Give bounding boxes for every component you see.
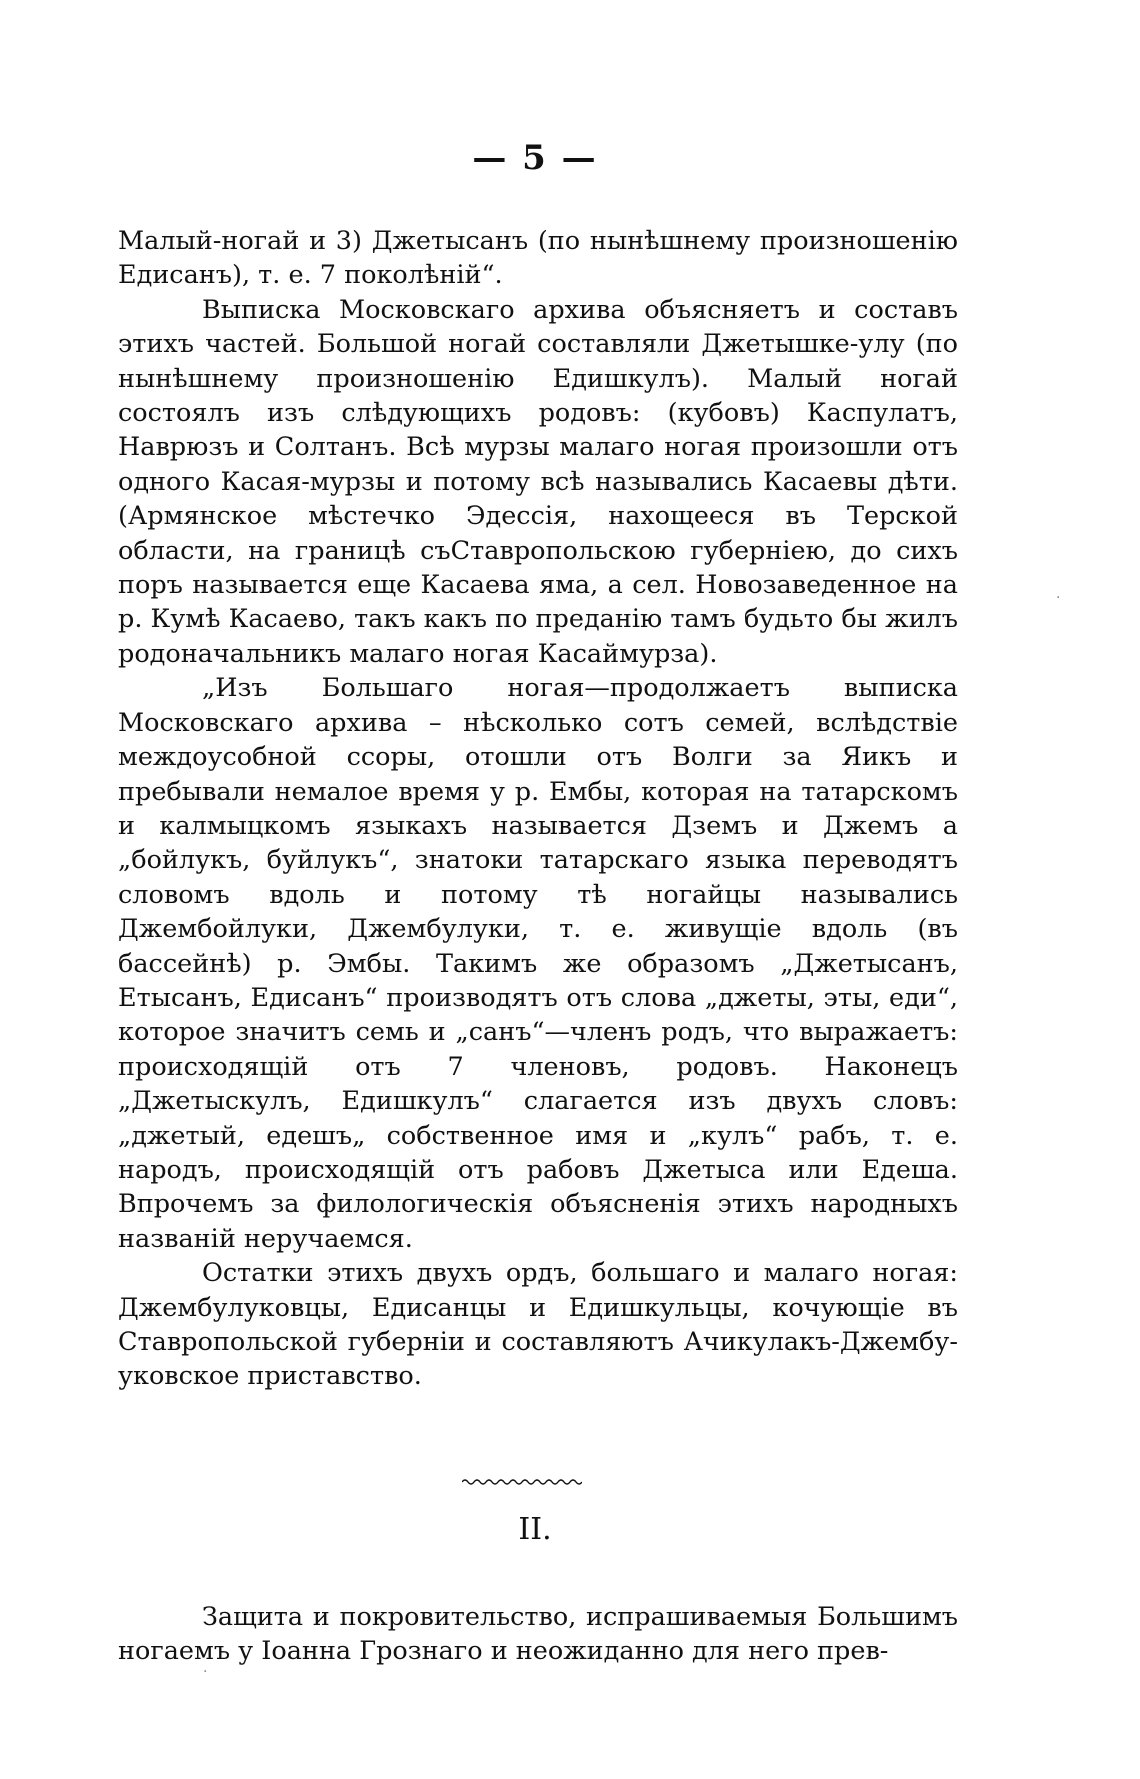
paragraph: Защита и покровительство, испрашиваемыя Большимъ ногаемъ у Іоанна Грознаго и неожиданно для него прев- — [118, 1602, 958, 1667]
margin-speck: · — [203, 1664, 208, 1680]
paragraph: „Изъ Большаго ногая—продолжаетъ выписка Московскаго архива – нѣсколько сотъ семей, вслѣдствіе междоусобной ссоры, отошли отъ Волги за Яикъ и пребывали немалое время у р. Ембы, которая на татарскомъ и калмыцкомъ языкахъ называется Дземъ и Джемъ а „бойлукъ, буйлукъ“, знатоки татарскаго языка переводятъ словомъ вдоль и потому тѣ ногайцы назывались Джембойлуки, Джембулуки, т. е. живущіе вдоль (въ бассейнѣ) р. Эмбы. Такимъ же образомъ „Джетысанъ, Етысанъ, Едисанъ“ производятъ отъ слова „джеты, эты, еди“, которое значитъ семь и „санъ“—членъ родъ, что выражаетъ: происходящій отъ 7 членовъ, родовъ. Наконецъ „Джетыскулъ, Едишкулъ“ слагается изъ двухъ словъ: „джетый, едешъ„ собственное имя и „кулъ“ рабъ, т. е. народъ, происходящій отъ рабовъ Джетыса или Едеша. Впрочемъ за филологическія объясненія этихъ народныхъ названій неручаемся. — [118, 673, 958, 1254]
wavy-divider — [462, 1478, 582, 1486]
body-text — [118, 224, 958, 1394]
section-body-text — [118, 1600, 958, 1669]
page-number: — 5 — — [472, 138, 598, 178]
margin-speck: · — [1056, 590, 1061, 606]
section-heading: II. — [518, 1512, 552, 1547]
paragraph: Остатки этихъ двухъ ордъ, большаго и малаго ногая: Джембулуковцы, Едисанцы и Едишкульцы, кочующіе въ Ставропольской губерніи и составляютъ Ачикулакъ-Джембу-уковское приставство. — [118, 1258, 958, 1392]
paragraph-continued: Малый-ногай и 3) Джетысанъ (по нынѣшнему произношенію Едисанъ), т. е. 7 поколѣній“. — [118, 226, 958, 291]
paragraph: Выписка Московскаго архива объясняетъ и составъ этихъ частей. Большой ногай составляли Джетышке-улу (по нынѣшнему произношенію Едишкулъ). Малый ногай состоялъ изъ слѣдующихъ родовъ: (кубовъ) Каспулатъ, Наврюзъ и Солтанъ. Всѣ мурзы малаго ногая произошли отъ одного Касая-мурзы и потому всѣ назывались Касаевы дѣти. (Армянское мѣстечко Эдессія, нахощееся въ Терской области, на границѣ съСтавропольскою губерніею, до сихъ поръ называется еще Касаева яма, а сел. Новозаведенное на р. Кумѣ Касаево, такъ какъ по преданію тамъ будьто бы жилъ родоначальникъ малаго ногая Касаймурза). — [118, 294, 958, 669]
